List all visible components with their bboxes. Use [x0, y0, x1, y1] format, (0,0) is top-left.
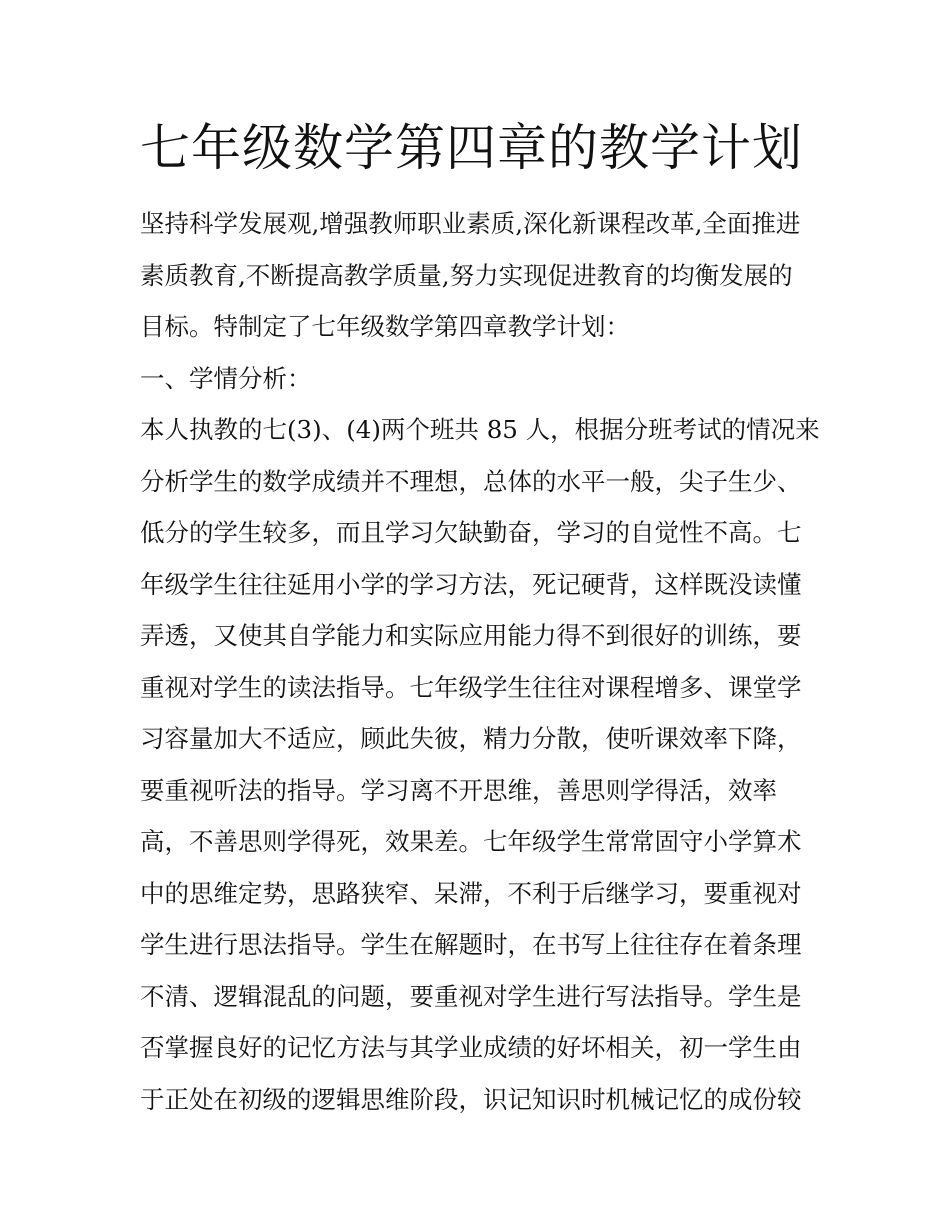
- text-line: 高，不善思则学得死，效果差。七年级学生常常固守小学算术: [140, 827, 802, 856]
- text-line: 弄透，又使其自学能力和实际应用能力得不到很好的训练，要: [140, 621, 802, 650]
- text-line: 本人执教的七(3)、(4)两个班共 85 人，根据分班考试的情况来: [140, 415, 820, 444]
- text-line: 素质教育,不断提高教学质量,努力实现促进教育的均衡发展的: [140, 260, 793, 290]
- text-line: 重视对学生的读法指导。七年级学生往往对课程增多、课堂学: [140, 672, 802, 702]
- text-line: 年级学生往往延用小学的学习方法，死记硬背，这样既没读懂: [140, 569, 802, 599]
- text-line: 目标。特制定了七年级数学第四章教学计划：: [140, 312, 630, 341]
- text-line: 要重视听法的指导。学习离不开思维，善思则学得活，效率: [140, 775, 777, 805]
- text-line: 习容量加大不适应，顾此失彼，精力分散，使听课效率下降，: [140, 724, 802, 753]
- text-line: 于正处在初级的逻辑思维阶段，识记知识时机械记忆的成份较: [140, 1084, 802, 1114]
- section-heading: 一、学情分析：: [140, 363, 312, 393]
- document-title: 七年级数学第四章的教学计划: [140, 119, 803, 177]
- text-line: 分析学生的数学成绩并不理想，总体的水平一般，尖子生少、: [140, 466, 802, 496]
- text-line: 学生进行思法指导。学生在解题时，在书写上往往存在着条理: [140, 930, 802, 959]
- text-line: 中的思维定势，思路狭窄、呆滞，不利于后继学习，要重视对: [140, 878, 802, 908]
- text-line: 低分的学生较多，而且学习欠缺勤奋，学习的自觉性不高。七: [140, 518, 802, 547]
- text-line: 不清、逻辑混乱的问题，要重视对学生进行写法指导。学生是: [140, 981, 802, 1011]
- document-body: [140, 198, 820, 1125]
- text-line: 坚持科学发展观,增强教师职业素质,深化新课程改革,全面推进: [140, 209, 801, 238]
- text-line: 否掌握良好的记忆方法与其学业成绩的好坏相关，初一学生由: [140, 1033, 802, 1062]
